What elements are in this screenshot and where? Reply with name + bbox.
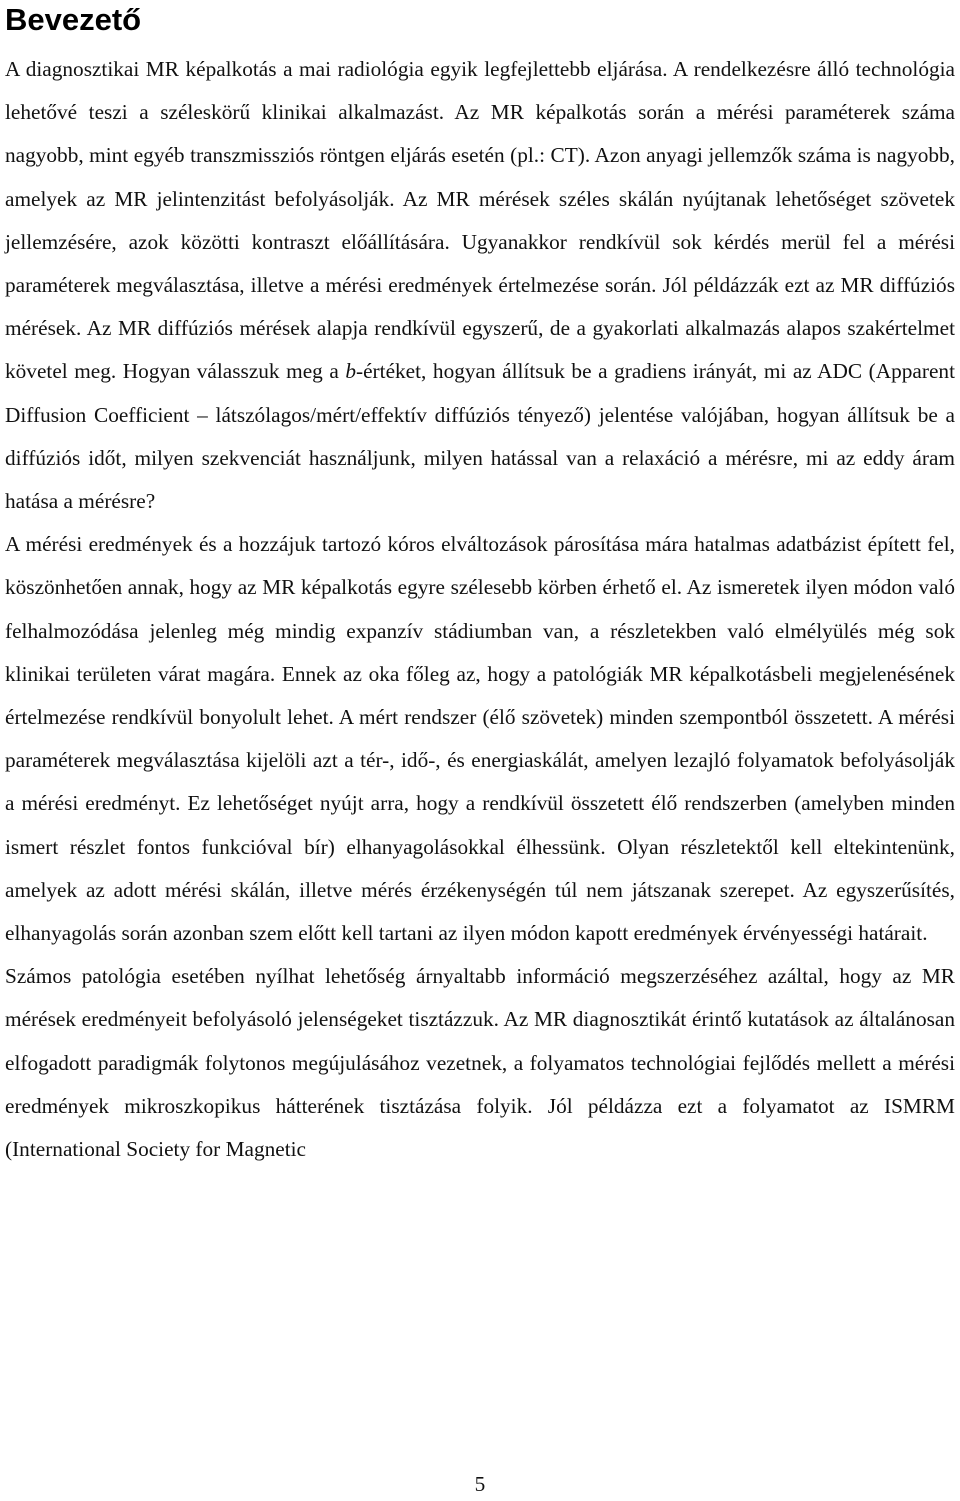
section-heading: Bevezető xyxy=(5,2,142,37)
page-number: 5 xyxy=(474,1472,486,1496)
paragraph-1 xyxy=(5,48,955,523)
paragraph-1-part-1: A diagnosztikai MR képalkotás a mai radiológia egyik legfejlettebb eljárása. A rendelkezésre álló technológia lehetővé teszi a széleskörű klinikai alkalmazást. Az MR képalkotás során a mérési paraméterek száma nagyobb, mint egyéb transzmissziós röntgen eljárás esetén (pl.: CT). Azon anyagi jellemzők száma is nagyobb, amelyek az MR jelintenzitást befolyásolják. Az MR mérések széles skálán nyújtanak lehetőséget szövetek jellemzésére, azok közötti kontraszt előállítására. Ugyanakkor rendkívül sok kérdés merül fel a mérési paraméterek megválasztása, illetve a mérési eredmények értelmezése során. Jól példázzák ezt az MR diffúziós mérések. Az MR diffúziós mérések alapja rendkívül egyszerű, de a gyakorlati alkalmazás alapos szakértelmet követel meg. Hogyan válasszuk meg a xyxy=(5,57,955,384)
b-value-italic: b xyxy=(345,359,357,384)
paragraph-2: A mérési eredmények és a hozzájuk tartozó kóros elváltozások párosítása mára hatalmas adatbázist épített fel, köszönhetően annak, hogy az MR képalkotás egyre szélesebb körben érhető el. Az ismeretek ilyen módon való felhalmozódása jelenleg még mindig expanzív stádiumban van, a részletekben való elmélyülés még sok klinikai területen várat magára. Ennek az oka főleg az, hogy a patológiák MR képalkotásbeli megjelenésének értelmezése rendkívül bonyolult lehet. A mért rendszer (élő szövetek) minden szempontból összetett. A mérési paraméterek megválasztása kijelöli azt a tér-, idő-, és energiaskálát, amelyen lezajló folyamatok befolyásolják a mérési eredményt. Ez lehetőséget nyújt arra, hogy a rendkívül összetett élő rendszerben (amelyben minden ismert részlet fontos funkcióval bír) elhanyagolásokkal élhessünk. Olyan részletektől kell eltekintenünk, amelyek az adott mérési skálán, illetve mérés érzékenységén túl nem játszanak szerepet. Az egyszerűsítés, elhanyagolás során azonban szem előtt kell tartani az ilyen módon kapott eredmények érvényességi határait. xyxy=(5,532,955,946)
paragraph-1-part-2: -értéket, hogyan állítsuk be a gradiens irányát, mi az ADC (Apparent Diffusion Coefficient – látszólagos/mért/effektív diffúziós tényező) jelentése valójában, hogyan állítsuk be a diffúziós időt, milyen szekvenciát használjunk, milyen hatással van a relaxáció a mérésre, mi az eddy áram hatása a mérésre? xyxy=(5,359,955,514)
paragraph-3: Számos patológia esetében nyílhat lehetőség árnyaltabb információ megszerzéséhez azáltal, hogy az MR mérések eredményeit befolyásoló jelenségeket tisztázzuk. Az MR diagnosztikát érintő kutatások az általánosan elfogadott paradigmák folytonos megújulásához vezetnek, a folyamatos technológiai fejlődés mellett a mérési eredmények mikroszkopikus hátterének tisztázása folyik. Jól példázza ezt a folyamatot az ISMRM (International Society for Magnetic xyxy=(5,964,955,1162)
